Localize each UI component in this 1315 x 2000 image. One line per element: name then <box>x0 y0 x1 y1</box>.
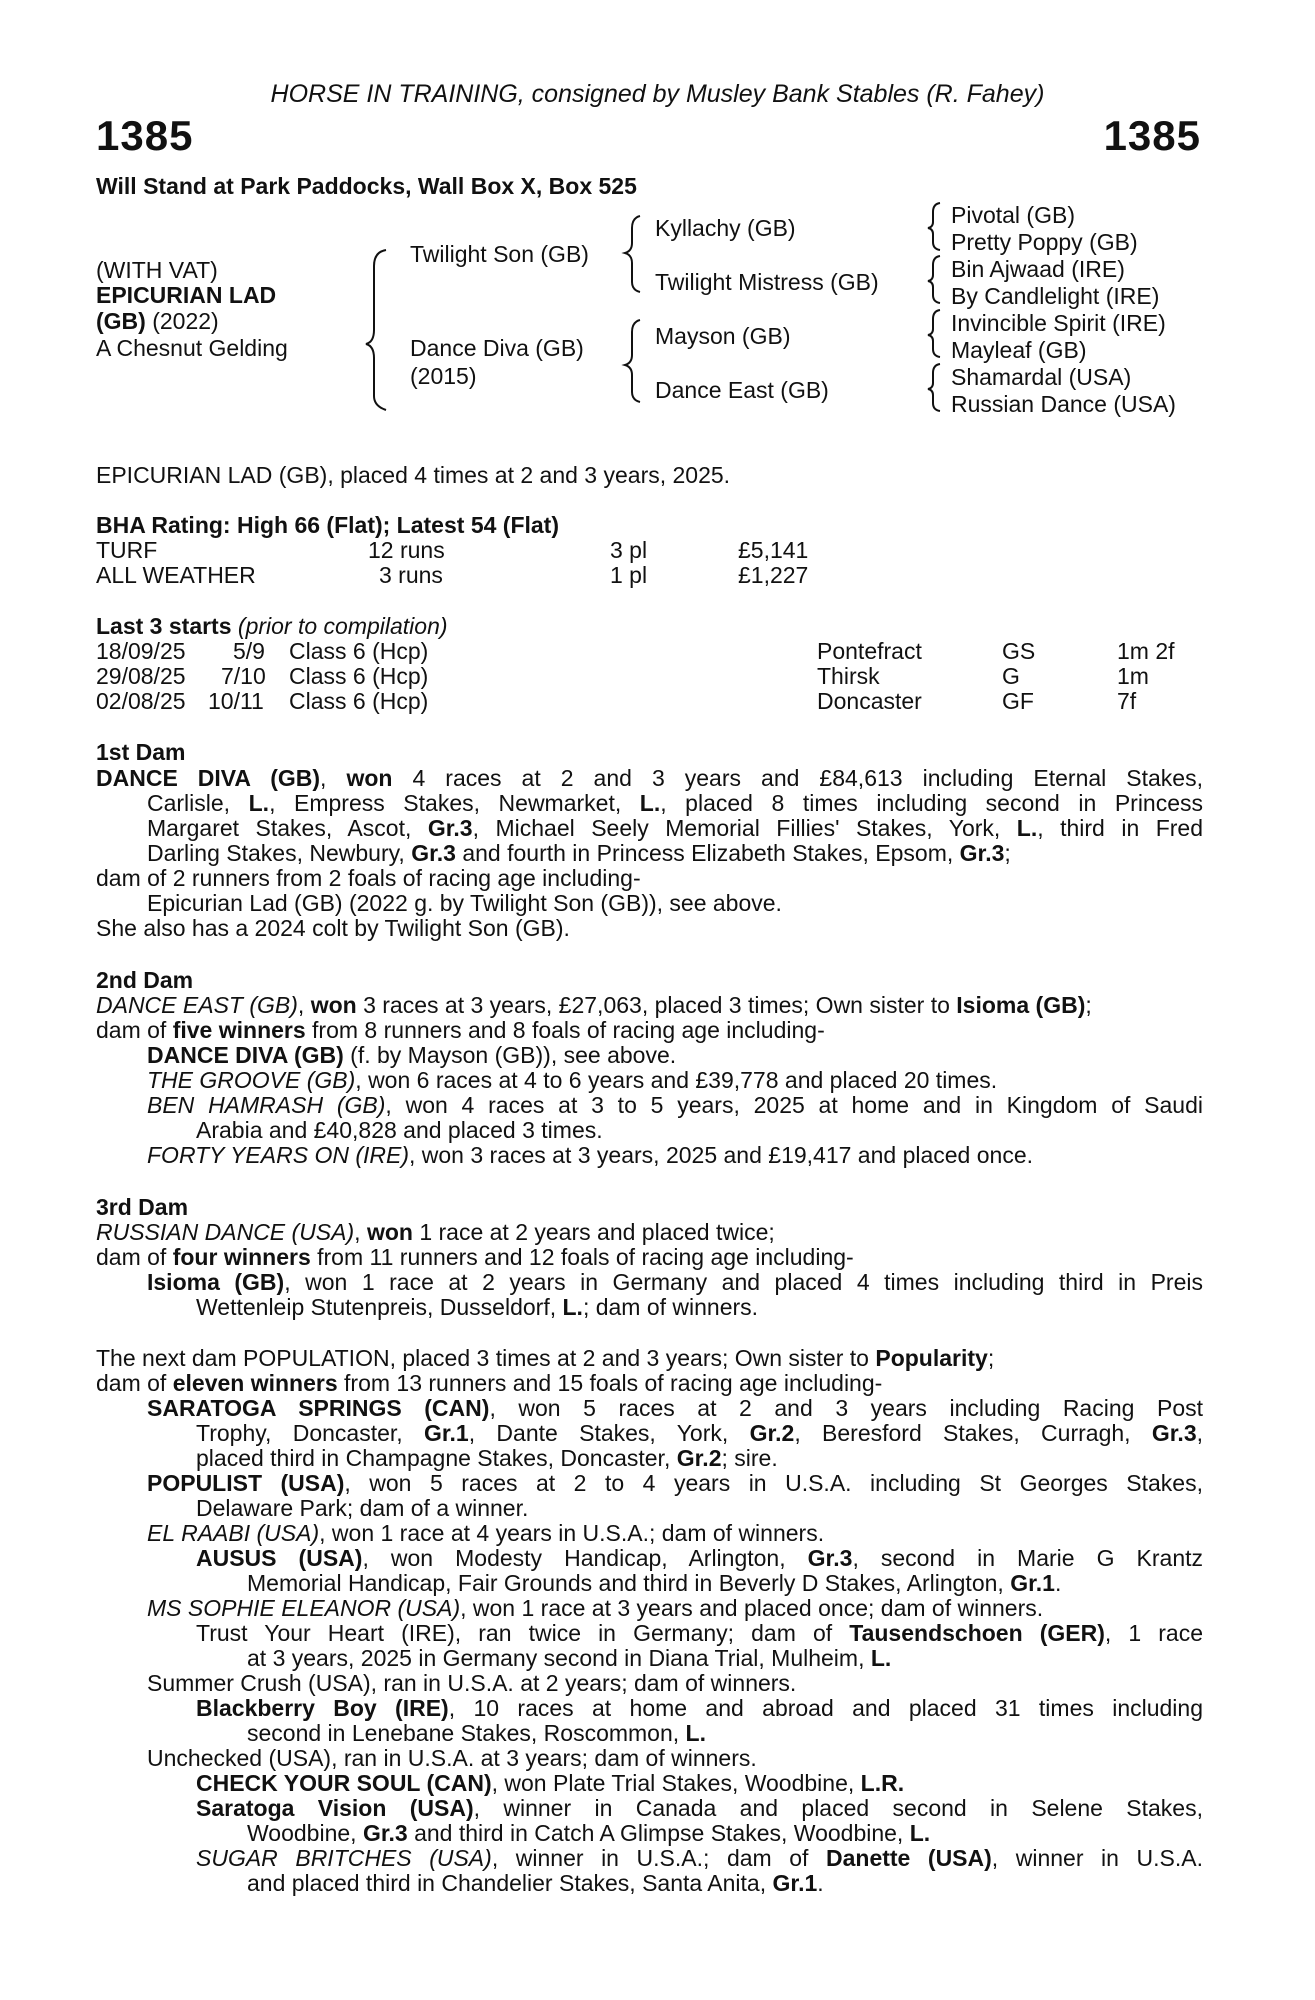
rating-aw-runs: 3 runs <box>379 562 443 588</box>
nextdam-line: Unchecked (USA), ran in U.S.A. at 3 years; dam of winners. <box>147 1745 757 1771</box>
dam-name: RUSSIAN DANCE (USA) <box>96 1219 355 1245</box>
rating-aw-prize: £1,227 <box>738 562 809 588</box>
nextdam-line <box>247 1871 824 1897</box>
grade: L. <box>639 790 661 816</box>
nextdam-line <box>247 1821 930 1847</box>
start-date: 02/08/25 <box>96 688 186 714</box>
start-position: 5/9 <box>233 638 265 664</box>
text: , won 3 races at 3 years, 2025 and £19,417 and placed once. <box>409 1142 1033 1168</box>
nextdam-line <box>96 1346 994 1372</box>
text: , Michael Seely Memorial Fillies' Stakes, York, <box>472 815 1017 841</box>
nextdam-line <box>247 1646 891 1672</box>
text: dam of <box>96 1017 173 1043</box>
nextdam-line <box>147 1521 824 1547</box>
text: ; sire. <box>721 1445 778 1471</box>
nextdam-line <box>196 1421 1203 1447</box>
text: , third in Fred <box>1037 815 1204 841</box>
pedigree-ggs-2: Pretty Poppy (GB) <box>951 229 1138 255</box>
grade: Gr.1 <box>423 1420 469 1446</box>
text: , won 5 races at 2 and 3 years including Racing Post <box>489 1395 1203 1421</box>
brace-gs3 <box>928 310 940 357</box>
text: , won 6 races at 4 to 6 years and £39,778 and placed 20 times. <box>355 1067 998 1093</box>
text: , second in Marie G Krantz <box>852 1545 1204 1571</box>
text: Memorial Handicap, Fair Grounds and third in Beverly D Stakes, Arlington, <box>247 1570 1011 1596</box>
start-distance: 1m <box>1117 663 1149 689</box>
start-distance: 1m 2f <box>1117 638 1175 664</box>
grade: Gr.2 <box>676 1445 722 1471</box>
dam3-line <box>96 1245 854 1271</box>
horse-name: BEN HAMRASH (GB) <box>147 1092 386 1118</box>
dam3-line <box>96 1220 775 1246</box>
horse-name: SUGAR BRITCHES (USA) <box>196 1845 492 1871</box>
rating-aw-surface: ALL WEATHER <box>96 562 256 588</box>
pedigree-ggs-7: Shamardal (USA) <box>951 364 1132 390</box>
sibling-name: Isioma (GB) <box>956 992 1086 1018</box>
text: . <box>1054 1570 1062 1596</box>
grade: L. <box>1016 815 1038 841</box>
rating-turf-prize: £5,141 <box>738 537 809 563</box>
pedigree-dam-year: (2015) <box>410 363 477 389</box>
dam-name: DANCE DIVA (GB) <box>96 765 321 791</box>
text: (f. by Mayson (GB)), see above. <box>343 1042 677 1068</box>
text: , winner in U.S.A. <box>991 1845 1203 1871</box>
bha-rating: BHA Rating: High 66 (Flat); Latest 54 (Flat) <box>96 512 559 538</box>
dam-name: DANCE EAST (GB) <box>96 992 298 1018</box>
horse-name: FORTY YEARS ON (IRE) <box>147 1142 409 1168</box>
text: and third in Catch A Glimpse Stakes, Woodbine, <box>407 1820 910 1846</box>
rating-turf-placed: 3 pl <box>610 537 648 563</box>
grade: Gr.3 <box>1151 1420 1197 1446</box>
pedigree-ggs-5: Invincible Spirit (IRE) <box>951 310 1166 336</box>
horse-name: POPULIST (USA) <box>147 1470 345 1496</box>
grade: Gr.3 <box>427 815 473 841</box>
dam1-line <box>147 841 1011 867</box>
nextdam-line <box>196 1696 1203 1722</box>
text: 1 race at 2 years and placed twice; <box>412 1219 775 1245</box>
pedigree-ggs-8: Russian Dance (USA) <box>951 391 1176 417</box>
horse-country: (GB) <box>96 308 146 334</box>
text: , Beresford Stakes, Curragh, <box>794 1420 1152 1446</box>
dam3-heading: 3rd Dam <box>96 1194 189 1220</box>
nextdam-line <box>196 1621 1203 1647</box>
horse-name: Isioma (GB) <box>147 1269 285 1295</box>
nextdam-line <box>147 1596 1043 1622</box>
nextdam-line: Summer Crush (USA), ran in U.S.A. at 2 years; dam of winners. <box>147 1670 797 1696</box>
vat-label: (WITH VAT) <box>96 257 218 283</box>
brace-sire <box>625 216 640 292</box>
dam2-heading: 2nd Dam <box>96 967 194 993</box>
pedigree-ggs-3: Bin Ajwaad (IRE) <box>951 256 1125 282</box>
pedigree-granddam-2: Dance East (GB) <box>655 377 829 403</box>
pedigree-braces <box>0 0 1315 420</box>
nextdam-line <box>196 1796 1203 1822</box>
text: , won 1 race at 3 years and placed once; dam of winners. <box>460 1595 1044 1621</box>
start-date: 29/08/25 <box>96 663 186 689</box>
dam1-line: dam of 2 runners from 2 foals of racing age including- <box>96 865 641 891</box>
dam2-line <box>147 1143 1033 1169</box>
last-starts-note: (prior to compilation) <box>237 613 448 639</box>
text: ; <box>987 1345 995 1371</box>
dam3-line <box>147 1270 1203 1296</box>
text: , <box>320 765 347 791</box>
header-title: HORSE IN TRAINING, consigned by Musley Bank Stables (R. Fahey) <box>270 80 1045 108</box>
start-class: Class 6 (Hcp) <box>289 688 429 714</box>
horse-name: THE GROOVE (GB) <box>147 1067 356 1093</box>
rating-turf-runs: 12 runs <box>368 537 445 563</box>
nextdam-line <box>96 1371 882 1397</box>
brace-gs1 <box>928 203 940 250</box>
last-starts-title: Last 3 starts <box>96 613 232 639</box>
horse-summary: EPICURIAN LAD (GB), placed 4 times at 2 and 3 years, 2025. <box>96 462 731 488</box>
text: , Empress Stakes, Newmarket, <box>269 790 640 816</box>
text: , won Modesty Handicap, Arlington, <box>362 1545 808 1571</box>
lot-number-right: 1385 <box>1103 112 1201 159</box>
nextdam-line <box>247 1721 706 1747</box>
nextdam-line <box>196 1546 1203 1572</box>
dam2-line <box>96 993 1092 1019</box>
nextdam-line <box>247 1571 1061 1597</box>
dam3-line <box>196 1295 758 1321</box>
start-course: Thirsk <box>817 663 880 689</box>
brace-dam <box>625 320 640 402</box>
nextdam-line <box>196 1846 1203 1872</box>
grade: Gr.1 <box>772 1870 818 1896</box>
start-distance: 7f <box>1117 688 1137 714</box>
location-line: Will Stand at Park Paddocks, Wall Box X, Box 525 <box>96 173 637 199</box>
horse-description: A Chesnut Gelding <box>96 335 288 361</box>
text: Darling Stakes, Newbury, <box>147 840 412 866</box>
grade: Gr.1 <box>1010 1570 1055 1596</box>
grade: Gr.3 <box>959 840 1005 866</box>
text: , placed 8 times including second in Princess <box>660 790 1204 816</box>
pedigree-sire: Twilight Son (GB) <box>410 241 589 267</box>
text: from 8 runners and 8 foals of racing age including- <box>305 1017 825 1043</box>
text: , Dante Stakes, York, <box>468 1420 750 1446</box>
horse-year: (2022) <box>152 308 219 334</box>
nextdam-line <box>196 1771 904 1797</box>
text: , <box>354 1219 367 1245</box>
text: Carlisle, <box>147 790 249 816</box>
text: and fourth in Princess Elizabeth Stakes, Epsom, <box>455 840 960 866</box>
dam1-heading: 1st Dam <box>96 739 186 765</box>
dam2-line: Arabia and £40,828 and placed 3 times. <box>196 1117 603 1143</box>
text: at 3 years, 2025 in Germany second in Diana Trial, Mulheim, <box>247 1645 871 1671</box>
text: and placed third in Chandelier Stakes, Santa Anita, <box>247 1870 773 1896</box>
text: second in Lenebane Stakes, Roscommon, <box>247 1720 686 1746</box>
text: , 1 race <box>1104 1620 1203 1646</box>
dam1-line: Epicurian Lad (GB) (2022 g. by Twilight Son (GB)), see above. <box>147 890 782 916</box>
text: dam of <box>96 1244 173 1270</box>
text: , won Plate Trial Stakes, Woodbine, <box>491 1770 861 1796</box>
winners-count: four winners <box>172 1244 311 1270</box>
nextdam-line <box>147 1471 1203 1497</box>
start-date: 18/09/25 <box>96 638 186 664</box>
dam2-line <box>147 1068 997 1094</box>
grade: L. <box>909 1820 931 1846</box>
grade: L. <box>685 1720 706 1746</box>
grade: L. <box>248 790 270 816</box>
dam2-line <box>96 1018 825 1044</box>
horse-name: CHECK YOUR SOUL (CAN) <box>196 1770 492 1796</box>
text: from 13 runners and 15 foals of racing age including- <box>337 1370 883 1396</box>
text: Wettenleip Stutenpreis, Dusseldorf, <box>196 1294 563 1320</box>
grade: Gr.3 <box>807 1545 853 1571</box>
last-starts-heading <box>96 614 448 640</box>
grade: L.R. <box>860 1770 905 1796</box>
horse-name: Blackberry Boy (IRE) <box>196 1695 449 1721</box>
start-course: Doncaster <box>817 688 922 714</box>
brace-gs2 <box>928 256 940 303</box>
rating-aw-placed: 1 pl <box>610 562 648 588</box>
start-going: GF <box>1002 688 1034 714</box>
pedigree-granddam-1: Twilight Mistress (GB) <box>655 269 879 295</box>
text: ; <box>1004 840 1011 866</box>
text: dam of <box>96 1370 173 1396</box>
sibling-name: Popularity <box>875 1345 988 1371</box>
start-class: Class 6 (Hcp) <box>289 663 429 689</box>
text: , won 1 race at 4 years in U.S.A.; dam of winners. <box>319 1520 825 1546</box>
nextdam-line: Delaware Park; dam of a winner. <box>196 1495 529 1521</box>
horse-name: DANCE DIVA (GB) <box>147 1042 344 1068</box>
text: Woodbine, <box>247 1820 363 1846</box>
pedigree-grandsire-1: Kyllachy (GB) <box>655 215 796 241</box>
horse-name: Saratoga Vision (USA) <box>196 1795 474 1821</box>
horse-name: SARATOGA SPRINGS (CAN) <box>147 1395 490 1421</box>
text: Trust Your Heart (IRE), ran twice in Germany; dam of <box>196 1620 850 1646</box>
grade: Gr.3 <box>362 1820 408 1846</box>
dam2-line <box>147 1093 1203 1119</box>
grade: Gr.3 <box>411 840 456 866</box>
dam2-line <box>147 1043 676 1069</box>
start-position: 10/11 <box>208 688 264 714</box>
pedigree-dam: Dance Diva (GB) <box>410 335 584 361</box>
pedigree-grandsire-2: Mayson (GB) <box>655 323 791 349</box>
text: from 11 runners and 12 foals of racing age including- <box>310 1244 854 1270</box>
start-going: GS <box>1002 638 1036 664</box>
won-label: won <box>366 1219 413 1245</box>
grade: L. <box>870 1645 892 1671</box>
dam1-line <box>96 766 1203 792</box>
horse-name: EL RAABI (USA) <box>147 1520 320 1546</box>
text: Trophy, Doncaster, <box>196 1420 424 1446</box>
nextdam-line <box>196 1446 778 1472</box>
horse-name: Danette (USA) <box>826 1845 992 1871</box>
lot-number-left: 1385 <box>96 112 194 159</box>
text: , 10 races at home and abroad and placed 31 times including <box>448 1695 1203 1721</box>
horse-name: Tausendschoen (GER) <box>849 1620 1105 1646</box>
start-position: 7/10 <box>221 663 266 689</box>
start-class: Class 6 (Hcp) <box>289 638 429 664</box>
text: ; dam of winners. <box>582 1294 759 1320</box>
text: , winner in U.S.A.; dam of <box>491 1845 826 1871</box>
dam1-line: She also has a 2024 colt by Twilight Son (GB). <box>96 915 570 941</box>
brace-parents <box>366 250 386 410</box>
brace-gs4 <box>928 364 940 411</box>
pedigree-ggs-4: By Candlelight (IRE) <box>951 283 1160 309</box>
start-going: G <box>1002 663 1020 689</box>
text: placed third in Champagne Stakes, Doncaster, <box>196 1445 677 1471</box>
text: ; <box>1085 992 1092 1018</box>
text: 4 races at 2 and 3 years and £84,613 including Eternal Stakes, <box>392 765 1203 791</box>
grade: Gr.2 <box>749 1420 795 1446</box>
won-label: won <box>346 765 393 791</box>
horse-name: EPICURIAN LAD <box>96 282 277 308</box>
horse-name: AUSUS (USA) <box>196 1545 363 1571</box>
nextdam-line <box>147 1396 1203 1422</box>
pedigree-ggs-1: Pivotal (GB) <box>951 202 1075 228</box>
text: , won 1 race at 2 years in Germany and placed 4 times including third in Preis <box>284 1269 1203 1295</box>
pedigree-ggs-6: Mayleaf (GB) <box>951 337 1087 363</box>
rating-turf-surface: TURF <box>96 537 158 563</box>
horse-name: MS SOPHIE ELEANOR (USA) <box>147 1595 461 1621</box>
grade: L. <box>562 1294 583 1320</box>
winners-count: five winners <box>172 1017 306 1043</box>
dam1-line <box>147 791 1203 817</box>
text: , won 5 races at 2 to 4 years in U.S.A. including St Georges Stakes, <box>344 1470 1203 1496</box>
text: The next dam POPULATION, placed 3 times at 2 and 3 years; Own sister to <box>96 1345 876 1371</box>
text: , won 4 races at 3 to 5 years, 2025 at home and in Kingdom of Saudi <box>385 1092 1203 1118</box>
won-label: won <box>310 992 357 1018</box>
dam1-line <box>147 816 1203 842</box>
winners-count: eleven winners <box>172 1370 338 1396</box>
text: , winner in Canada and placed second in Selene Stakes, <box>473 1795 1203 1821</box>
text: , <box>297 992 311 1018</box>
text: , <box>1196 1420 1204 1446</box>
text: 3 races at 3 years, £27,063, placed 3 times; Own sister to <box>356 992 957 1018</box>
text: . <box>817 1870 824 1896</box>
start-course: Pontefract <box>817 638 922 664</box>
text: Margaret Stakes, Ascot, <box>147 815 428 841</box>
